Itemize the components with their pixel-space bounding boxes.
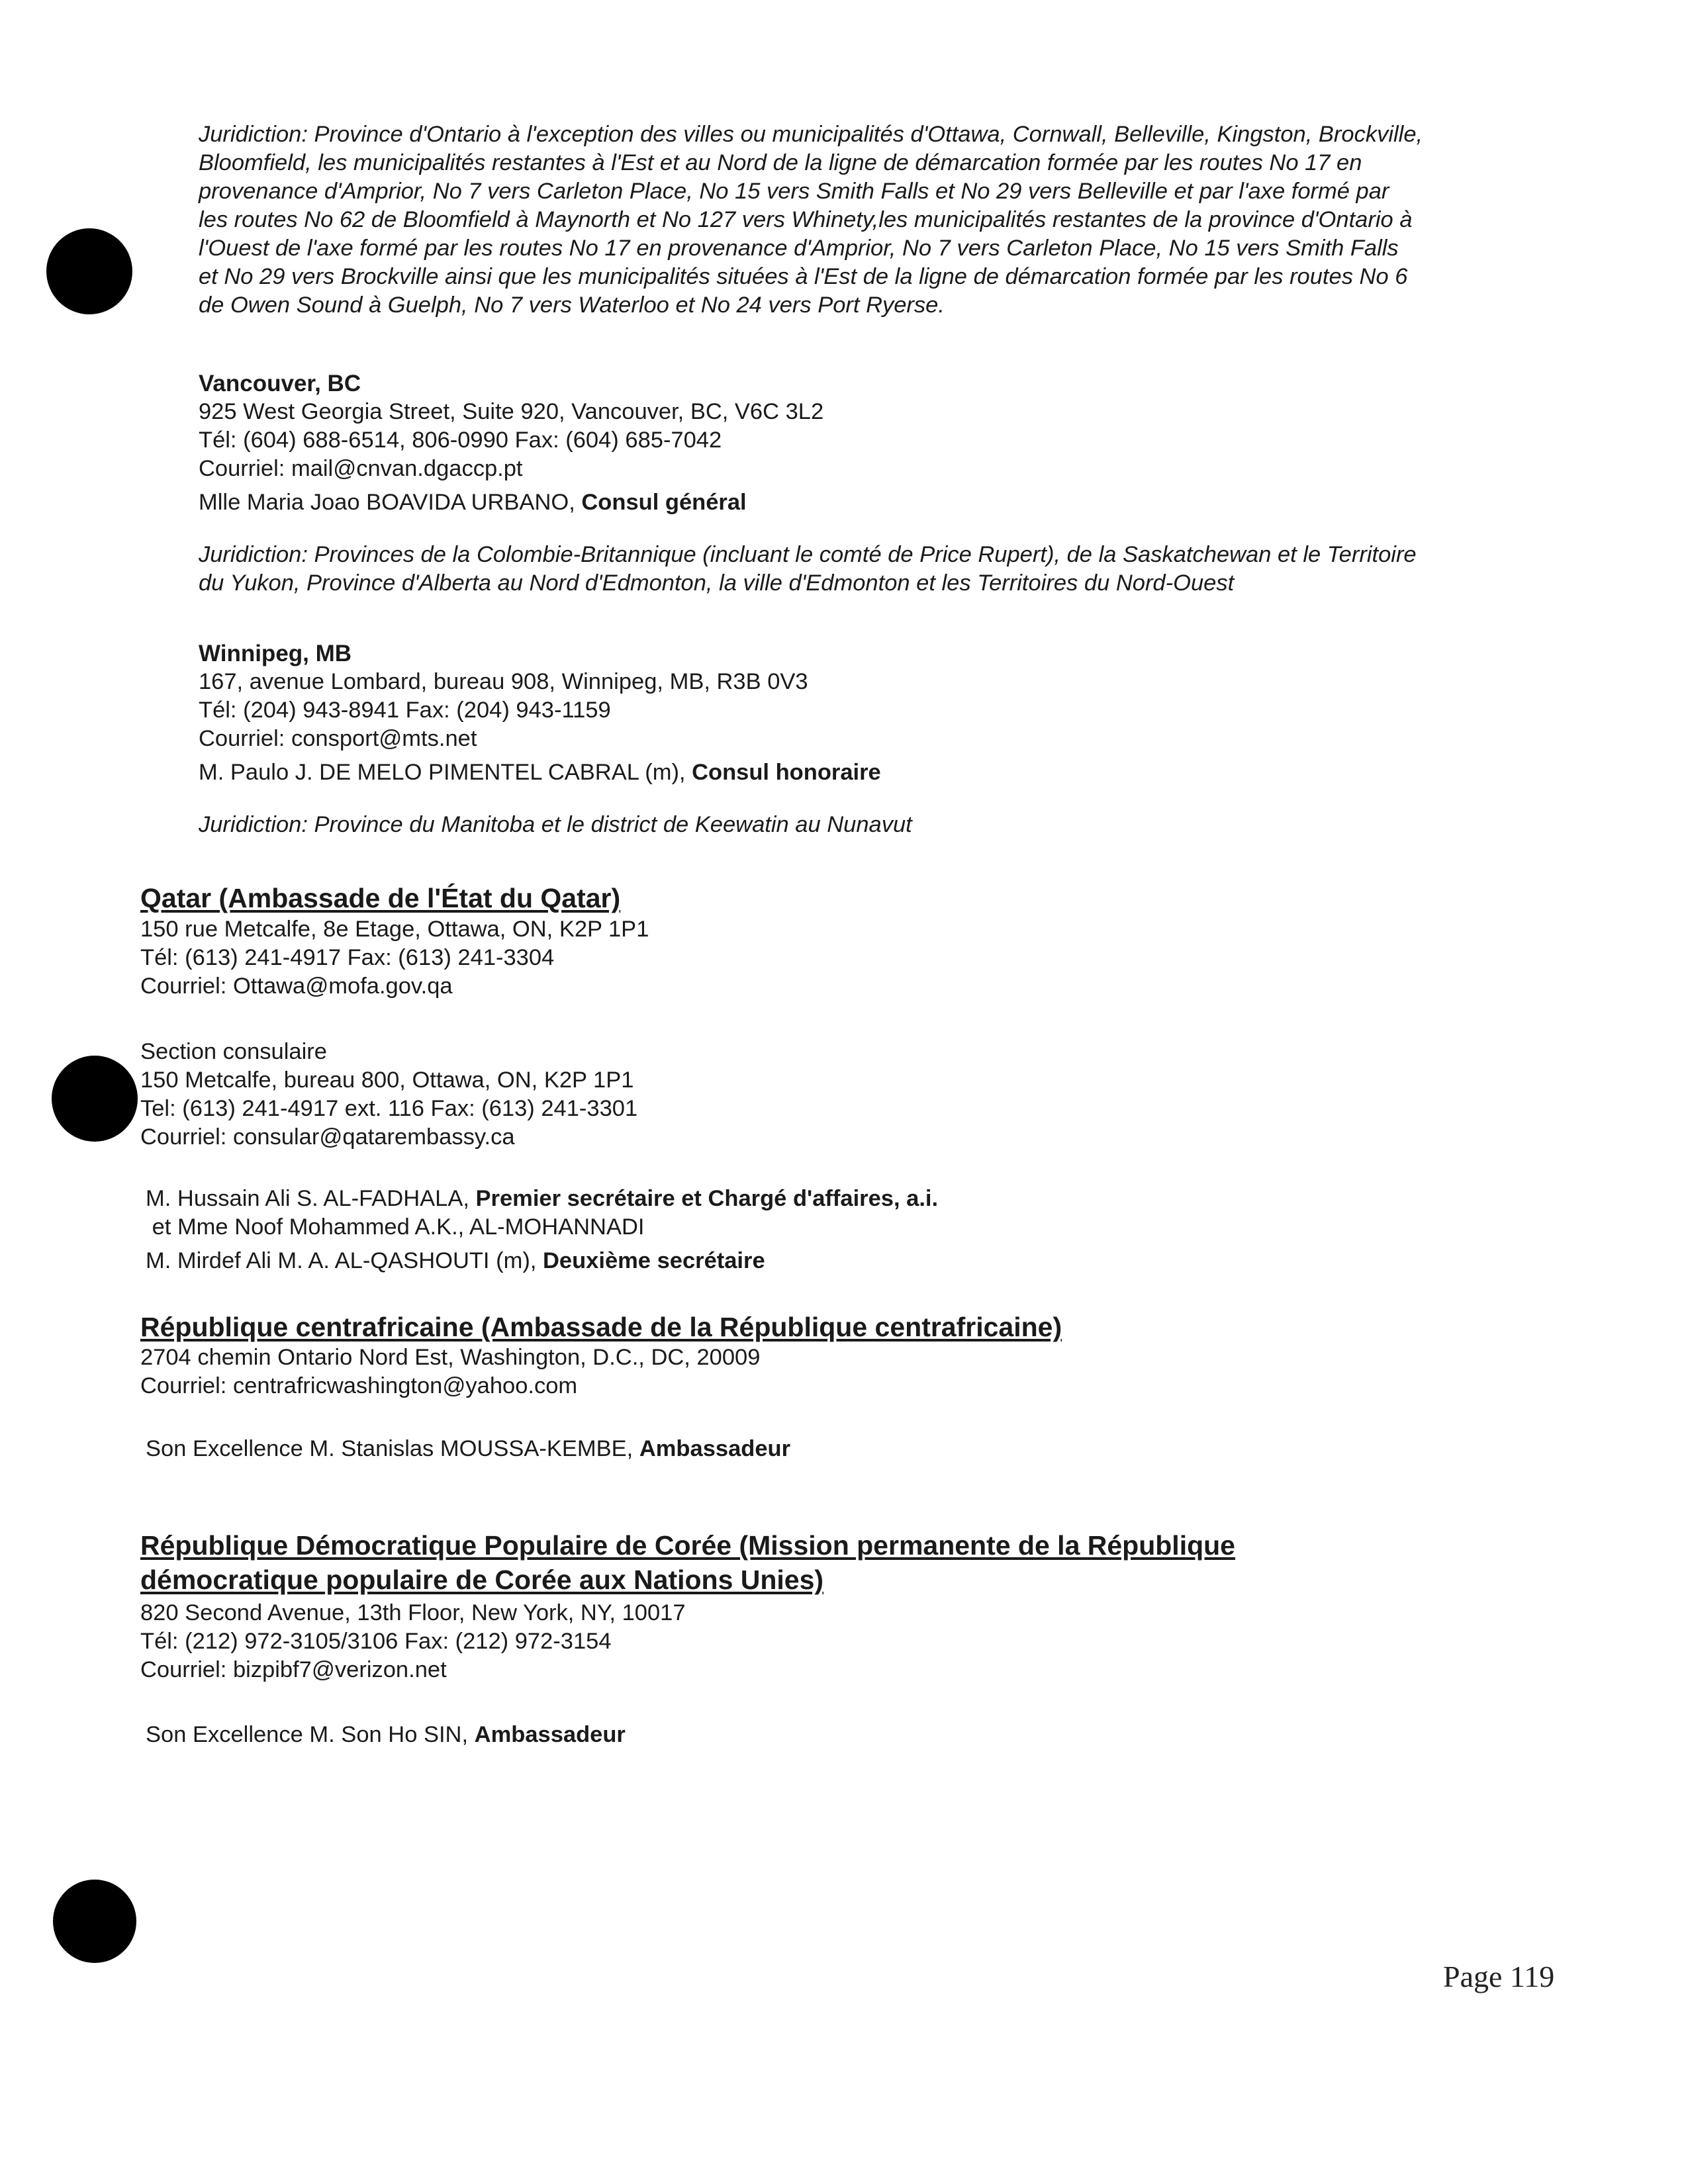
qatar-person-1-spouse: et Mme Noof Mohammed A.K., AL-MOHANNADI xyxy=(146,1214,645,1240)
punch-hole xyxy=(52,1056,138,1142)
jurisdiction-line: les routes No 62 de Bloomfield à Maynorth et No 127 vers Whinety,les municipalités restantes de la province d'Ontario à xyxy=(199,207,1413,232)
person-title: Consul général xyxy=(581,490,747,515)
email: Courriel: centrafricwashington@yahoo.com xyxy=(140,1373,578,1398)
city-name: Winnipeg, MB xyxy=(199,641,352,666)
phone: Tel: (613) 241-4917 ext. 116 Fax: (613) 241-3301 xyxy=(140,1096,638,1121)
jurisdiction-line: du Yukon, Province d'Alberta au Nord d'Edmonton, la ville d'Edmonton et les Territoires du Nord-Ouest xyxy=(199,570,1235,596)
person-title: Ambassadeur xyxy=(639,1436,791,1461)
person-title: Premier secrétaire et Chargé d'affaires, a.i. xyxy=(475,1186,939,1211)
jurisdiction-line: Juridiction: Province d'Ontario à l'exception des villes ou municipalités d'Ottawa, Cornwall, Belleville, Kingston, Brockville, xyxy=(199,122,1423,147)
consul-entry xyxy=(199,758,1523,787)
jurisdiction-line: Bloomfield, les municipalités restantes à l'Est et au Nord de la ligne de démarcation formée par les routes No 17 en xyxy=(199,150,1362,175)
person-name: Son Excellence M. Son Ho SIN, xyxy=(146,1722,475,1747)
page-number: Page 119 xyxy=(1443,1960,1555,1993)
winnipeg-jurisdiction: Juridiction: Province du Manitoba et le district de Keewatin au Nunavut xyxy=(199,812,912,837)
centrafrique-ambassador xyxy=(146,1435,790,1463)
jurisdiction-line: Juridiction: Provinces de la Colombie-Britannique (incluant le comté de Price Rupert), de la Saskatchewan et le Territoire xyxy=(199,542,1417,567)
phone: Tél: (604) 688-6514, 806-0990 Fax: (604) 685-7042 xyxy=(199,428,722,453)
address: 167, avenue Lombard, bureau 908, Winnipeg, MB, R3B 0V3 xyxy=(199,669,808,694)
person-name: Son Excellence M. Stanislas MOUSSA-KEMBE, xyxy=(146,1436,639,1461)
city-name: Vancouver, BC xyxy=(199,371,361,396)
vancouver-jurisdiction xyxy=(199,541,1523,598)
email: Courriel: Ottawa@mofa.gov.qa xyxy=(140,974,453,999)
qatar-embassy-contact xyxy=(140,915,649,1001)
punch-hole xyxy=(46,228,132,314)
address: 150 Metcalfe, bureau 800, Ottawa, ON, K2P 1P1 xyxy=(140,1068,634,1093)
coree-heading-line-2: démocratique populaire de Corée aux Nations Unies) xyxy=(140,1565,824,1595)
centrafrique-heading: République centrafricaine (Ambassade de la République centrafricaine) xyxy=(140,1312,1062,1342)
vancouver-consulate xyxy=(199,369,1523,598)
address: 925 West Georgia Street, Suite 920, Vancouver, BC, V6C 3L2 xyxy=(199,399,824,424)
phone: Tél: (204) 943-8941 Fax: (204) 943-1159 xyxy=(199,698,611,723)
winnipeg-consulate xyxy=(199,639,1523,839)
person-name: M. Paulo J. DE MELO PIMENTEL CABRAL (m), xyxy=(199,760,692,785)
section-label: Section consulaire xyxy=(140,1039,327,1064)
jurisdiction-line: l'Ouest de l'axe formé par les routes No 17 en provenance d'Amprior, No 7 vers Carleton Place, No 15 vers Smith Falls xyxy=(199,236,1399,261)
qatar-consular-section xyxy=(140,1038,637,1152)
email: Courriel: consular@qatarembassy.ca xyxy=(140,1124,515,1150)
jurisdiction-line: et No 29 vers Brockville ainsi que les municipalités situées à l'Est de la ligne de démarcation formée par les routes No 6 xyxy=(199,264,1408,289)
email: Courriel: mail@cnvan.dgaccp.pt xyxy=(199,456,523,481)
address: 150 rue Metcalfe, 8e Etage, Ottawa, ON, K2P 1P1 xyxy=(140,917,649,942)
person-title: Consul honoraire xyxy=(692,760,881,785)
coree-heading-line-1: République Démocratique Populaire de Corée (Mission permanente de la République xyxy=(140,1530,1235,1561)
ontario-jurisdiction xyxy=(199,120,1523,320)
phone: Tél: (212) 972-3105/3106 Fax: (212) 972-3154 xyxy=(140,1629,612,1654)
coree-ambassador xyxy=(146,1721,626,1749)
address: 2704 chemin Ontario Nord Est, Washington, D.C., DC, 20009 xyxy=(140,1345,761,1370)
phone: Tél: (613) 241-4917 Fax: (613) 241-3304 xyxy=(140,945,555,970)
centrafrique-contact xyxy=(140,1343,760,1400)
email: Courriel: consport@mts.net xyxy=(199,726,477,751)
person-title: Ambassadeur xyxy=(474,1722,626,1747)
person-name: Mlle Maria Joao BOAVIDA URBANO, xyxy=(199,490,582,515)
qatar-person-2 xyxy=(146,1247,765,1275)
qatar-heading: Qatar (Ambassade de l'État du Qatar) xyxy=(140,883,621,913)
punch-hole xyxy=(53,1880,136,1963)
address: 820 Second Avenue, 13th Floor, New York, NY, 10017 xyxy=(140,1600,686,1625)
qatar-person-1 xyxy=(146,1185,938,1213)
person-name: M. Mirdef Ali M. A. AL-QASHOUTI (m), xyxy=(146,1248,543,1273)
person-title: Deuxième secrétaire xyxy=(543,1248,765,1273)
person-name: M. Hussain Ali S. AL-FADHALA, xyxy=(146,1186,476,1211)
jurisdiction-line: provenance d'Amprior, No 7 vers Carleton Place, No 15 vers Smith Falls et No 29 vers Belleville et par l'axe formé par xyxy=(199,179,1389,204)
email: Courriel: bizpibf7@verizon.net xyxy=(140,1657,447,1682)
consul-entry xyxy=(199,488,1523,517)
coree-contact xyxy=(140,1599,686,1684)
jurisdiction-line: de Owen Sound à Guelph, No 7 vers Waterloo et No 24 vers Port Ryerse. xyxy=(199,293,945,318)
